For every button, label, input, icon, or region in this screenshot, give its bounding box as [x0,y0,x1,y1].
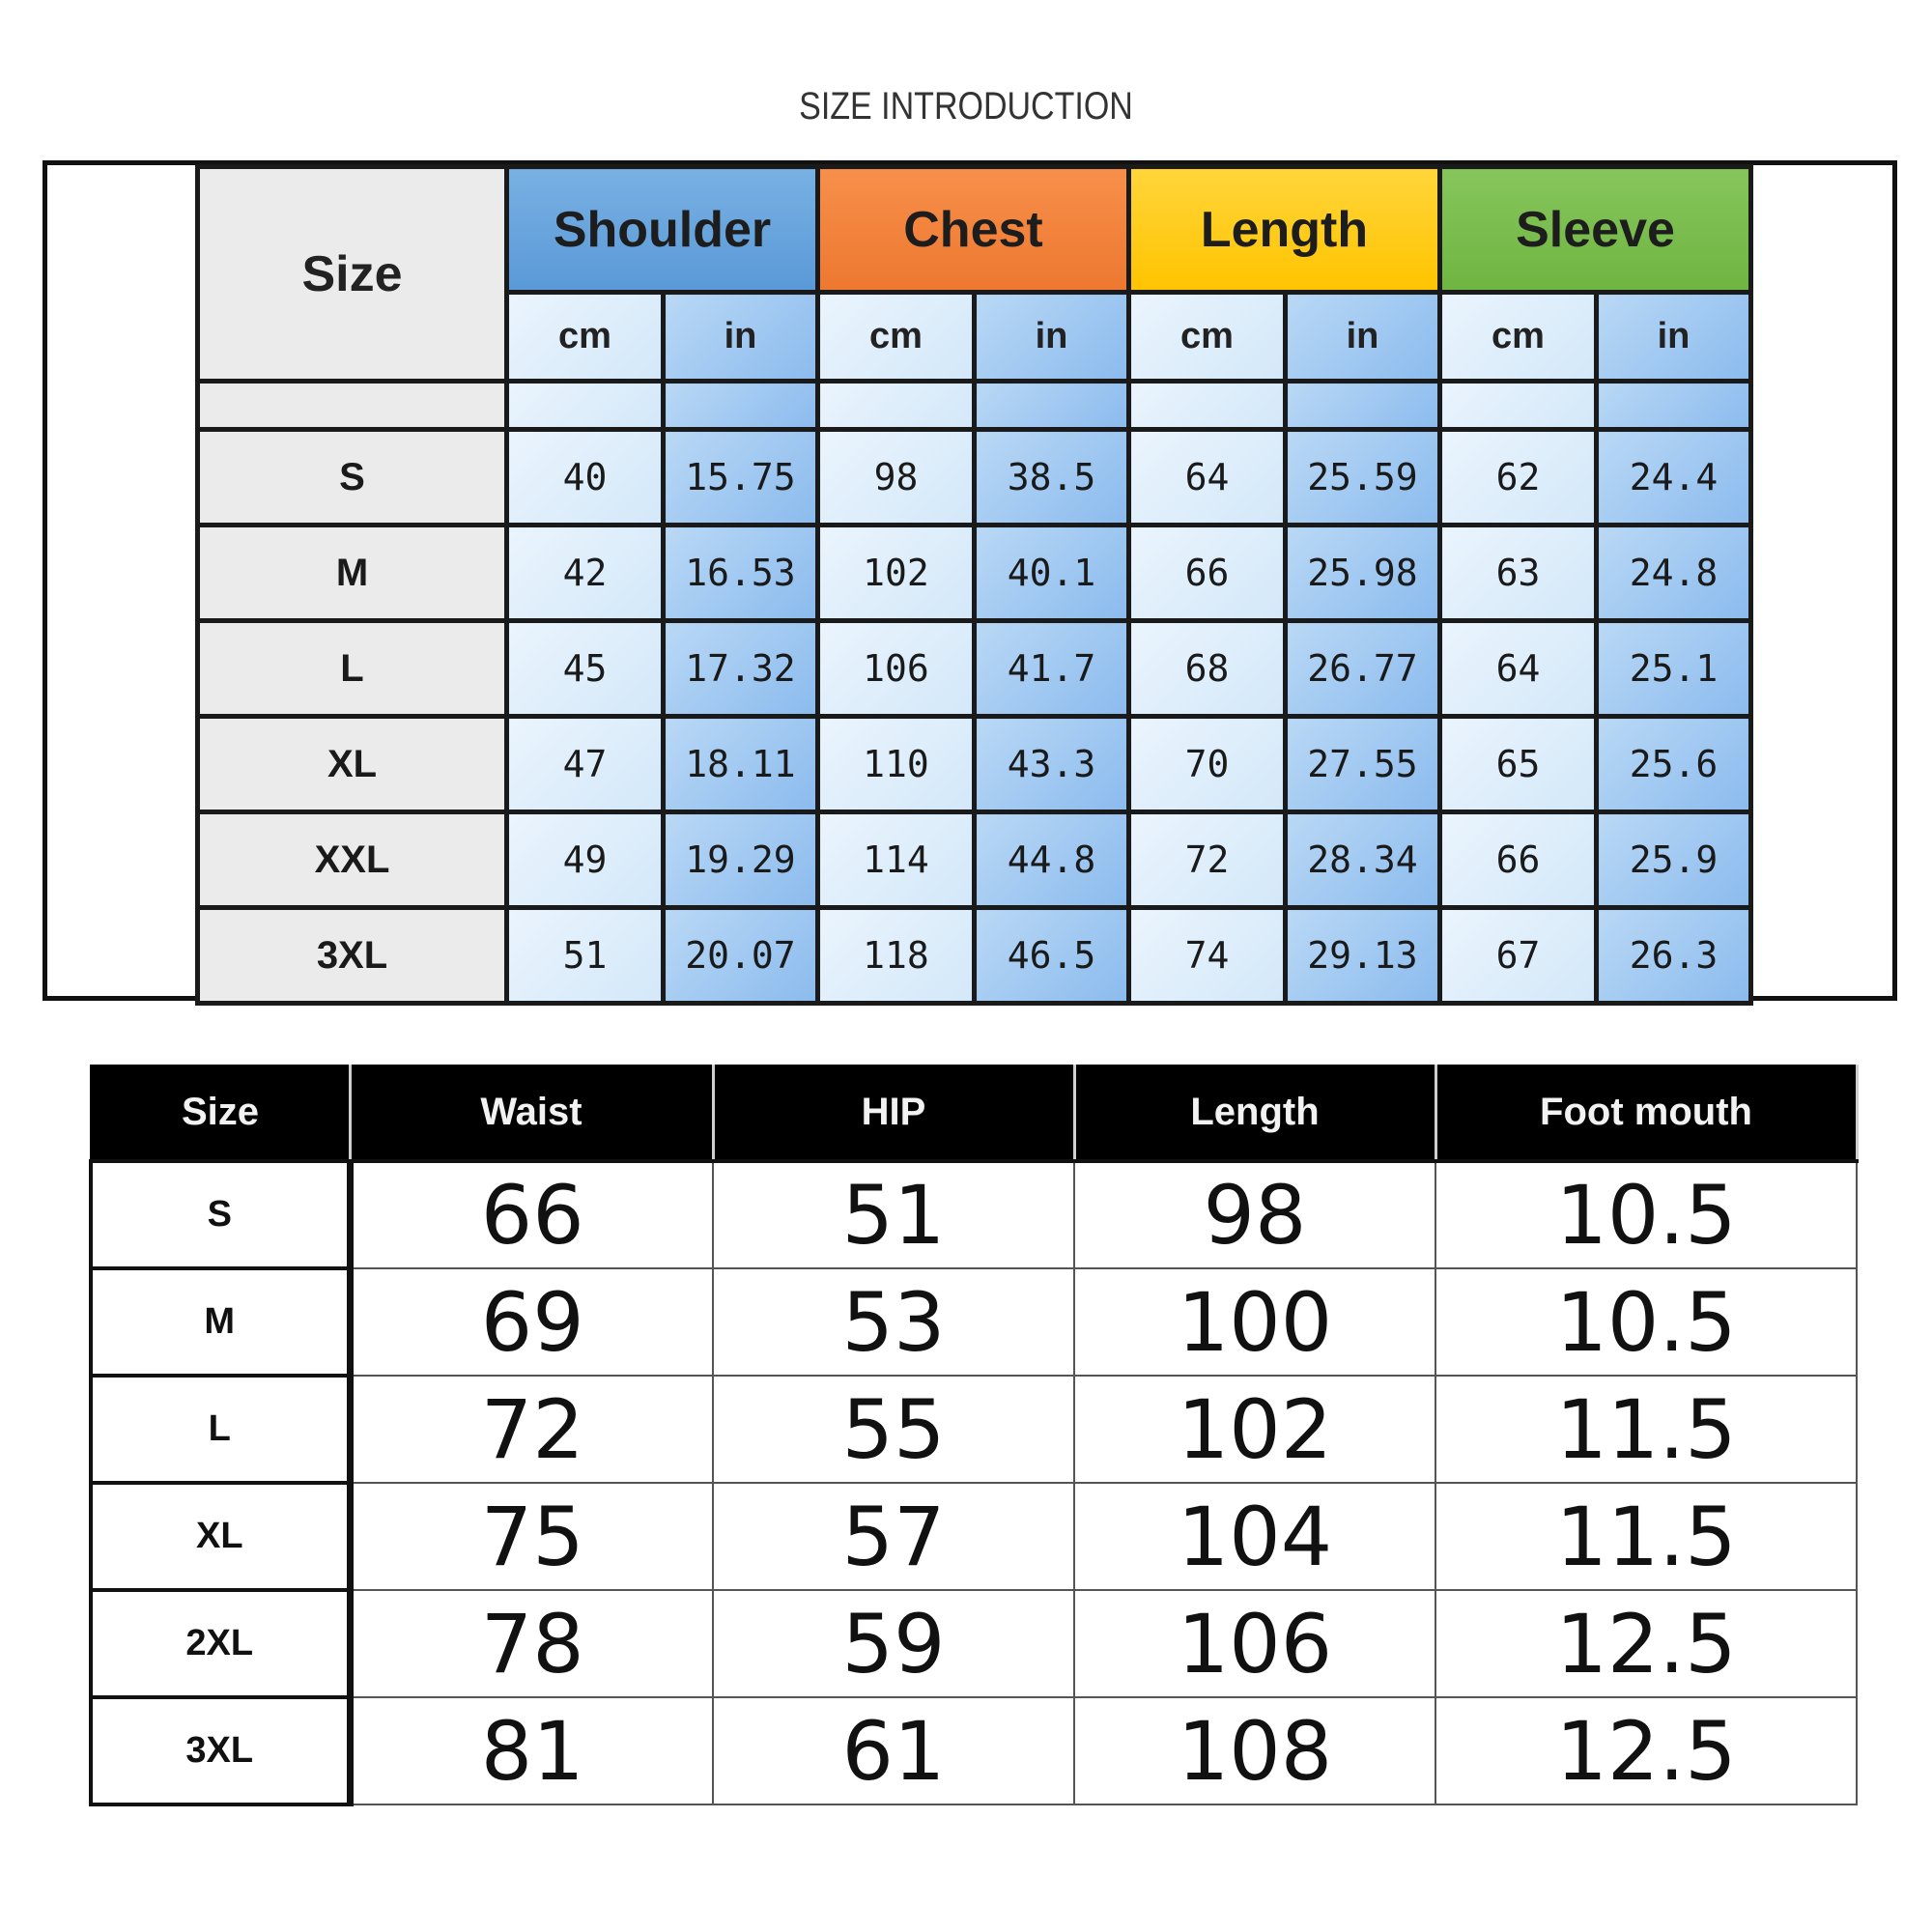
table-cell: 55 [713,1376,1074,1483]
table-cell: 25.98 [1286,526,1440,621]
table-cell: 68 [1129,621,1286,717]
table-cell: 46.5 [975,908,1129,1004]
table-cell: 25.59 [1286,430,1440,526]
length-header: Length [1129,167,1440,293]
table-cell: 38.5 [975,430,1129,526]
table-cell: 75 [350,1483,713,1590]
table-cell: 44.8 [975,812,1129,908]
bottom-header-waist: Waist [350,1065,713,1161]
table-row [198,812,1751,908]
table-cell: 41.7 [975,621,1129,717]
bottom-header-length: Length [1074,1065,1435,1161]
table-cell: 49 [507,812,664,908]
unit-in: in [975,293,1129,382]
table-cell: 11.5 [1435,1376,1857,1483]
table-cell: 40.1 [975,526,1129,621]
table-cell: 18.11 [664,717,818,812]
table-cell: 43.3 [975,717,1129,812]
table-cell: 65 [1440,717,1597,812]
table-row [198,430,1751,526]
bottom-table-body [91,1161,1857,1804]
unit-cm: cm [507,293,664,382]
row-size-label: XXL [198,812,507,908]
table-cell: 106 [1074,1590,1435,1697]
table-row [198,526,1751,621]
table-cell: 42 [507,526,664,621]
table-cell: 74 [1129,908,1286,1004]
table-cell: 63 [1440,526,1597,621]
table-cell: 10.5 [1435,1268,1857,1376]
spacer-row [198,382,1751,430]
bottom-header-hip: HIP [713,1065,1074,1161]
table-cell: 66 [350,1161,713,1268]
row-size-label: 3XL [198,908,507,1004]
table-cell: 20.07 [664,908,818,1004]
top-size-table [195,164,1753,1006]
table-cell: 70 [1129,717,1286,812]
table-row [198,908,1751,1004]
table-cell: 26.77 [1286,621,1440,717]
table-cell: 25.1 [1597,621,1751,717]
table-cell: 12.5 [1435,1590,1857,1697]
table-cell: 51 [713,1161,1074,1268]
table-cell: 26.3 [1597,908,1751,1004]
table-cell: 81 [350,1697,713,1804]
sleeve-header: Sleeve [1440,167,1751,293]
table-cell: 27.55 [1286,717,1440,812]
table-cell: 19.29 [664,812,818,908]
table-cell: 11.5 [1435,1483,1857,1590]
table-row [91,1268,1857,1376]
bottom-size-table [89,1065,1859,1806]
table-cell: 66 [1440,812,1597,908]
unit-in: in [1286,293,1440,382]
table-cell: 15.75 [664,430,818,526]
table-cell: 47 [507,717,664,812]
table-cell: 102 [818,526,975,621]
row-size-label: XL [198,717,507,812]
unit-in: in [664,293,818,382]
table-cell: 106 [818,621,975,717]
table-cell: 40 [507,430,664,526]
bottom-header-foot-mouth: Foot mouth [1435,1065,1857,1161]
unit-cm: cm [1440,293,1597,382]
row-size-label: XL [91,1483,350,1590]
row-size-label: 3XL [91,1697,350,1804]
table-cell: 102 [1074,1376,1435,1483]
table-cell: 12.5 [1435,1697,1857,1804]
table-cell: 59 [713,1590,1074,1697]
bottom-header-size: Size [91,1065,350,1161]
table-cell: 53 [713,1268,1074,1376]
row-size-label: S [91,1161,350,1268]
table-row [91,1590,1857,1697]
table-cell: 100 [1074,1268,1435,1376]
table-cell: 98 [1074,1161,1435,1268]
unit-in: in [1597,293,1751,382]
table-cell: 108 [1074,1697,1435,1804]
table-cell: 24.4 [1597,430,1751,526]
table-row [91,1483,1857,1590]
table-cell: 66 [1129,526,1286,621]
table-cell: 62 [1440,430,1597,526]
table-cell: 10.5 [1435,1161,1857,1268]
row-size-label: L [198,621,507,717]
unit-cm: cm [1129,293,1286,382]
table-cell: 110 [818,717,975,812]
table-cell: 69 [350,1268,713,1376]
table-cell: 57 [713,1483,1074,1590]
table-cell: 25.6 [1597,717,1751,812]
row-size-label: M [198,526,507,621]
table-cell: 72 [1129,812,1286,908]
chest-header: Chest [818,167,1129,293]
table-cell: 118 [818,908,975,1004]
table-cell: 16.53 [664,526,818,621]
table-cell: 61 [713,1697,1074,1804]
row-size-label: 2XL [91,1590,350,1697]
unit-cm: cm [818,293,975,382]
table-cell: 45 [507,621,664,717]
table-row [198,621,1751,717]
table-cell: 104 [1074,1483,1435,1590]
table-cell: 51 [507,908,664,1004]
table-cell: 67 [1440,908,1597,1004]
size-header: Size [198,167,507,382]
row-size-label: S [198,430,507,526]
table-cell: 28.34 [1286,812,1440,908]
top-table-body [198,430,1751,1004]
table-cell: 25.9 [1597,812,1751,908]
shoulder-header: Shoulder [507,167,818,293]
table-cell: 17.32 [664,621,818,717]
table-cell: 64 [1129,430,1286,526]
table-cell: 78 [350,1590,713,1697]
table-row [198,717,1751,812]
table-cell: 64 [1440,621,1597,717]
table-cell: 29.13 [1286,908,1440,1004]
table-cell: 72 [350,1376,713,1483]
table-row [91,1376,1857,1483]
row-size-label: L [91,1376,350,1483]
table-cell: 24.8 [1597,526,1751,621]
table-row [91,1697,1857,1804]
table-row [91,1161,1857,1268]
page-title: SIZE INTRODUCTION [799,85,1133,128]
table-cell: 98 [818,430,975,526]
row-size-label: M [91,1268,350,1376]
table-cell: 114 [818,812,975,908]
